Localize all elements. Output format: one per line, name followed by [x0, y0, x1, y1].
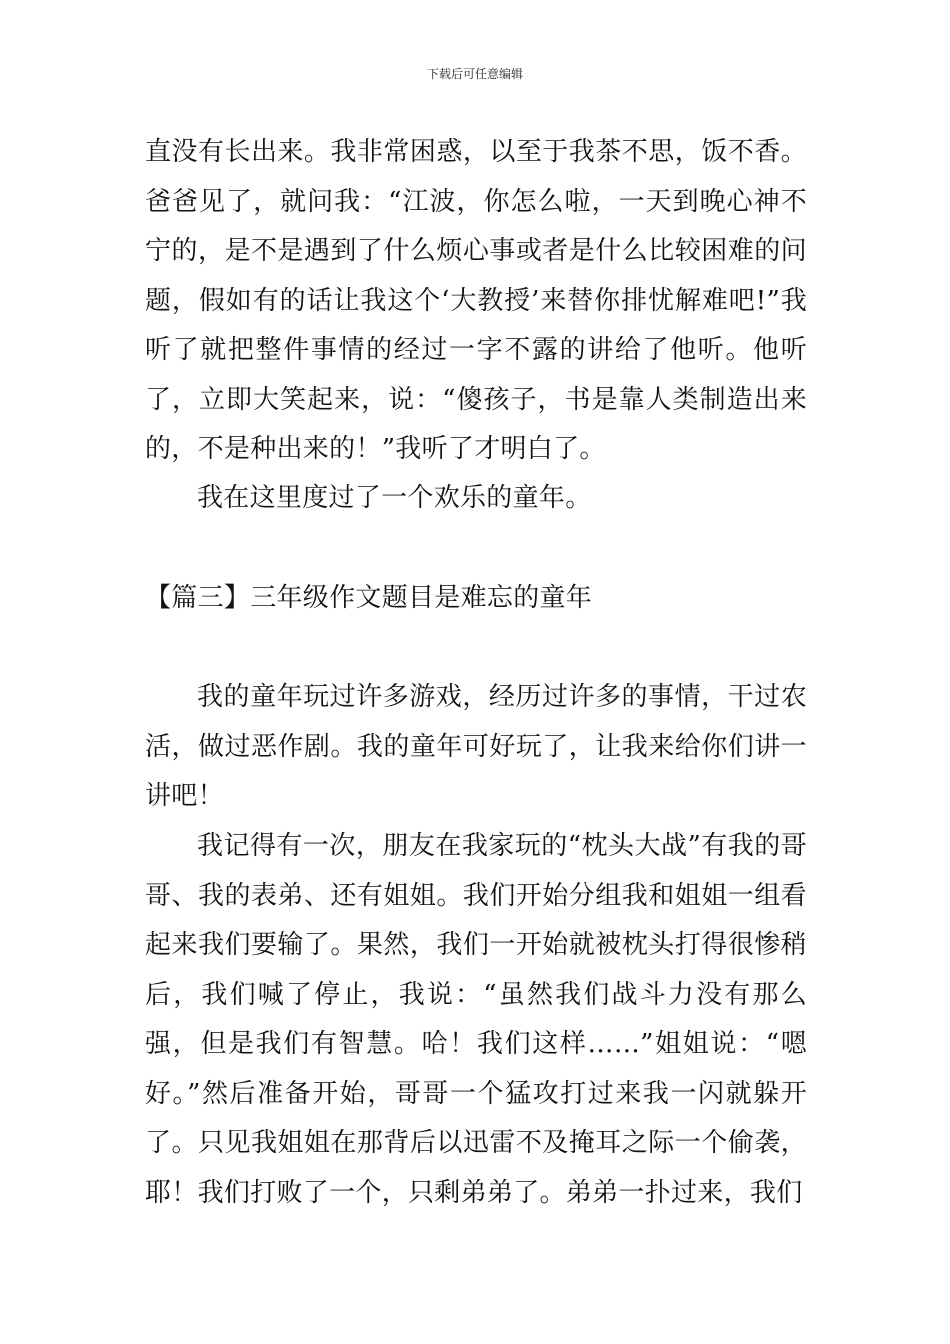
section-paragraph-1: 我的童年玩过许多游戏，经历过许多的事情，干过农活，做过恶作剧。我的童年可好玩了，让我来给你们讲一讲吧！	[145, 682, 807, 811]
closing-paragraph: 我在这里度过了一个欢乐的童年。	[197, 483, 592, 513]
section-paragraph-2: 我记得有一次，朋友在我家玩的“枕头大战”有我的哥哥、我的表弟、还有姐姐。我们开始分组我和姐姐一组看起来我们要输了。果然，我们一开始就被枕头打得很惨稍后，我们喊了停止，我说：“虽然我们战斗力没有那么强，但是我们有智慧。哈！我们这样……”姐姐说：“嗯好。”然后准备开始，哥哥一个猛攻打过来我一闪就躲开了。只见我姐姐在那背后以迅雷不及掩耳之际一个偷袭，耶！我们打败了一个，只剩弟弟了。弟弟一扑过来，我们	[145, 831, 807, 1208]
continued-paragraph: 直没有长出来。我非常困惑，以至于我茶不思，饭不香。爸爸见了，就问我：“江波，你怎么啦，一天到晚心神不宁的，是不是遇到了什么烦心事或者是什么比较困难的问题，假如有的话让我这个‘大教授’来替你排忧解难吧!”我听了就把整件事情的经过一字不露的讲给了他听。他听了，立即大笑起来，说：“傻孩子，书是靠人类制造出来的，不是种出来的！”我听了才明白了。	[145, 137, 807, 464]
section-title: 【篇三】三年级作文题目是难忘的童年	[145, 583, 593, 613]
page-header-note: 下载后可任意编辑	[426, 67, 523, 81]
